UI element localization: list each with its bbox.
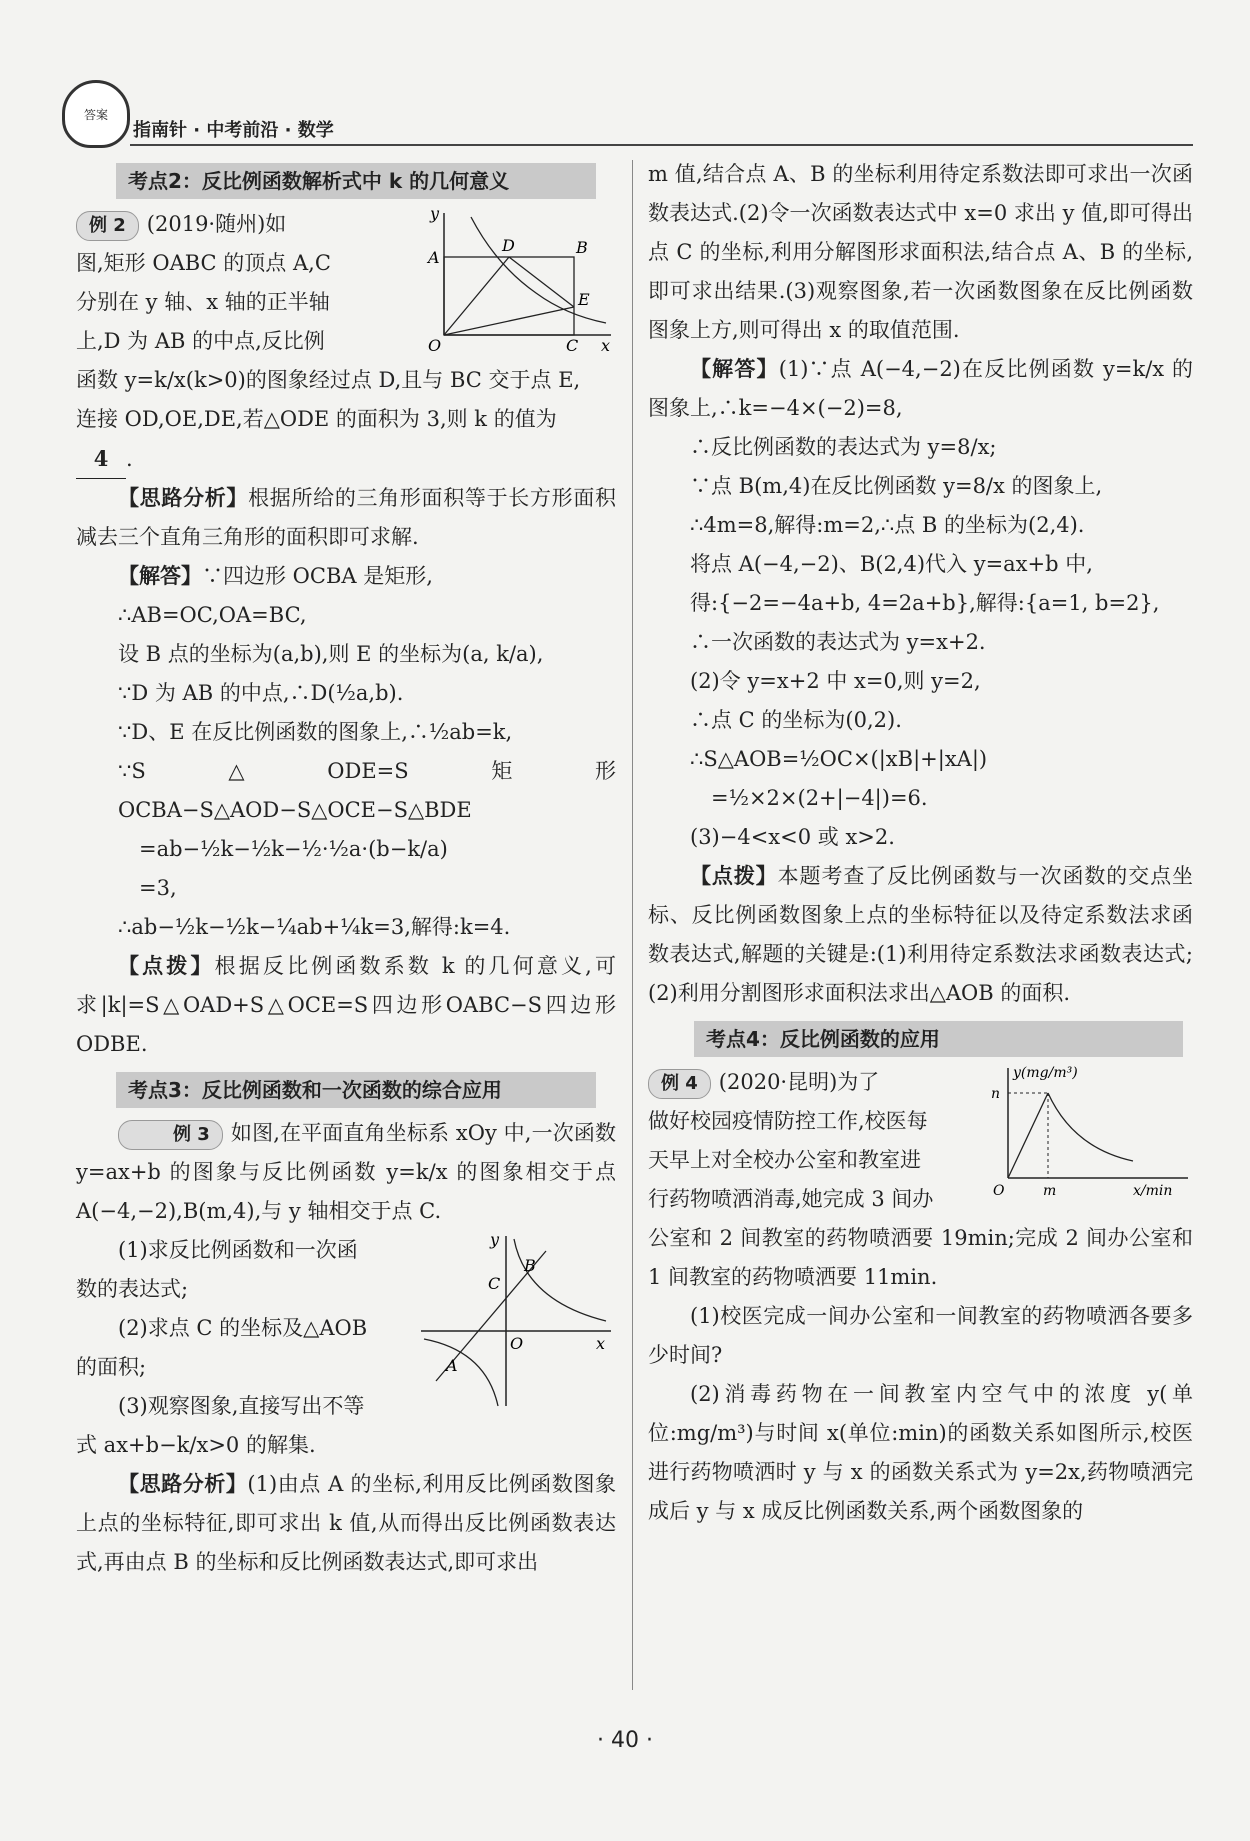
column-divider (632, 160, 633, 1690)
fig1-label-e: E (578, 290, 590, 309)
r-solution-6: 得:{−2=−4a+b, 4=2a+b},解得:{a=1, b=2}, (690, 591, 1160, 615)
example-2-line-6: 连接 OD,OE,DE,若△ODE 的面积为 3,则 k 的值为 (76, 407, 557, 431)
example-4-line-2: 做好校园疫情防控工作,校医每 (648, 1109, 928, 1133)
r-solution-12: (3)−4<x<0 或 x>2. (690, 825, 895, 849)
r-solution-5: 将点 A(−4,−2)、B(2,4)代入 y=ax+b 中, (690, 552, 1093, 576)
fig1-label-x: x (601, 336, 611, 355)
example-2-line-4: 上,D 为 AB 的中点,反比例 (76, 329, 325, 353)
fig3-label-y: y(mg/m³) (1013, 1065, 1078, 1081)
r-solution-10: ∴S△AOB=½OC×(|xB|+|xA|) (690, 747, 988, 771)
solution-line-7: =ab−½k−½k−½·½a·(b−k/a) (139, 837, 448, 861)
example-3-q2b: 的面积; (76, 1355, 147, 1379)
topic-4-heading: 考点4：反比例函数的应用 (694, 1021, 1183, 1057)
left-column (76, 155, 616, 1582)
example-3-tip: 【点拨】本题考查了反比例函数与一次函数的交点坐标、反比例函数图象上点的坐标特征以及待定系数法求函数表达式,解题的关键是:(1)利用待定系数法求函数表达式;(2)利用分割图形求面积法求出△AOB 的面积. (648, 864, 1194, 1005)
logo: 答案 (62, 80, 130, 148)
topic-3-heading: 考点3：反比例函数和一次函数的综合应用 (116, 1072, 596, 1108)
fig1-label-o: O (428, 336, 442, 355)
example-4-q2: (2)消毒药物在一间教室内空气中的浓度 y(单位:mg/m³)与时间 x(单位:min)的函数关系如图所示,校医进行药物喷洒时 y 与 x 的函数关系式为 y=2x,药物喷洒完成后 y 与 x 成反比例函数关系,两个函数图象的 (648, 1382, 1193, 1523)
header-rule (130, 144, 1193, 146)
example-2-tag: 例 2 (76, 211, 139, 241)
example-3-solution-head: 【解答】(1)∵点 A(−4,−2)在反比例函数 y=k/x 的图象上,∴k=−4×(−2)=8, (648, 357, 1194, 420)
example-3-q3b: 式 ax+b−k/x>0 的解集. (76, 1433, 316, 1457)
page-number: · 40 · (597, 1728, 653, 1753)
r-solution-11: =½×2×(2+|−4|)=6. (711, 786, 928, 810)
solution-line-5: ∵D、E 在反比例函数的图象上,∴½ab=k, (118, 720, 513, 744)
example-2-tip: 【点拨】根据反比例函数系数 k 的几何意义,可求|k|=S△OAD+S△OCE=S四边形OABC−S四边形ODBE. (76, 954, 617, 1056)
example-4-line-4: 行药物喷洒消毒,她完成 3 间办 (648, 1187, 934, 1211)
r-solution-2: ∴反比例函数的表达式为 y=8/x; (690, 435, 997, 459)
example-3-q1: (1)求反比例函数和一次函 (118, 1238, 358, 1262)
fig2-label-y: y (490, 1231, 500, 1249)
fig1-label-b: B (576, 238, 588, 257)
solution-line-4: ∵D 为 AB 的中点,∴D(½a,b). (118, 681, 404, 705)
fig3-label-x: x/min (1133, 1183, 1173, 1199)
example-2-answer: 4 (76, 439, 126, 479)
header-title: 指南针 · 中考前沿 · 数学 (133, 120, 334, 141)
fig1-label-d: D (502, 236, 515, 255)
solution-line-6: ∵S△ODE=S矩形OCBA−S△AOD−S△OCE−S△BDE (118, 759, 616, 822)
example-3-tag: 例 3 (118, 1120, 223, 1150)
r-solution-9: ∴点 C 的坐标为(0,2). (690, 708, 902, 732)
example-3-q3: (3)观察图象,直接写出不等 (118, 1394, 365, 1418)
fig1-label-c: C (566, 336, 579, 355)
example-3-q2: (2)求点 C 的坐标及△AOB (118, 1316, 368, 1340)
example-2-solution-head: 【解答】∵四边形 OCBA 是矩形, (118, 564, 433, 588)
example-2-analysis: 【思路分析】根据所给的三角形面积等于长方形面积减去三个直角三角形的面积即可求解. (76, 486, 617, 549)
figure-concentration-graph (983, 1063, 1193, 1213)
r-solution-8: (2)令 y=x+2 中 x=0,则 y=2, (690, 669, 981, 693)
r-solution-4: ∴4m=8,解得:m=2,∴点 B 的坐标为(2,4). (690, 513, 1085, 537)
right-column (648, 155, 1193, 1531)
example-2-line-1: 例 2 (2019·随州)如 (76, 205, 616, 244)
example-2-line-2: 图,矩形 OABC 的顶点 A,C (76, 251, 331, 275)
example-3-analysis: 【思路分析】(1)由点 A 的坐标,利用反比例函数图象上点的坐标特征,即可求出 k 值,从而得出反比例函数表达式,再由点 B 的坐标和反比例函数表达式,即可求出 (76, 1472, 617, 1574)
solution-line-8: =3, (139, 876, 177, 900)
figure-rectangle-oabc (416, 205, 616, 355)
fig3-label-n: n (991, 1086, 1001, 1102)
fig3-label-o: O (993, 1183, 1005, 1199)
example-4-line-1: 例 4 (2020·昆明)为了 (648, 1063, 1193, 1102)
figure-line-hyperbola (416, 1231, 616, 1411)
fig2-label-o: O (510, 1334, 524, 1353)
example-4-line-3: 天早上对全校办公室和教室进 (648, 1148, 921, 1172)
topic-2-heading: 考点2：反比例函数解析式中 k 的几何意义 (116, 163, 596, 199)
example-4-line-5: 公室和 2 间教室的药物喷洒要 19min;完成 2 间办公室和 1 间教室的药物喷洒要 11min. (648, 1226, 1193, 1289)
example-2-line-3: 分别在 y 轴、x 轴的正半轴 (76, 290, 330, 314)
solution-line-3: 设 B 点的坐标为(a,b),则 E 的坐标为(a, k/a), (118, 642, 544, 666)
solution-line-9: ∴ab−½k−½k−¼ab+¼k=3,解得:k=4. (118, 915, 511, 939)
example-3-analysis-cont: m 值,结合点 A、B 的坐标利用待定系数法即可求出一次函数表达式.(2)令一次函数表达式中 x=0 求出 y 值,即可得出点 C 的坐标,利用分解图形求面积法,结合点 A、B 的坐标,即可求出结果.(3)观察图象,若一次函数图象在反比例函数图象上方,则可得出 x 的取值范围. (648, 162, 1193, 342)
r-solution-3: ∵点 B(m,4)在反比例函数 y=8/x 的图象上, (690, 474, 1103, 498)
solution-line-2: ∴AB=OC,OA=BC, (118, 603, 307, 627)
fig1-label-a: A (428, 248, 440, 267)
example-2-answer-line: 4 . (76, 439, 616, 479)
example-4-q1: (1)校医完成一间办公室和一间教室的药物喷洒各要多少时间? (648, 1304, 1193, 1367)
fig3-label-m: m (1043, 1183, 1057, 1199)
fig2-label-x: x (596, 1334, 606, 1353)
fig2-label-c: C (488, 1274, 501, 1293)
example-3-intro: 例 3 如图,在平面直角坐标系 xOy 中,一次函数 y=ax+b 的图象与反比例函数 y=k/x 的图象相交于点 A(−4,−2),B(m,4),与 y 轴相交于点 C. (76, 1121, 616, 1223)
r-solution-7: ∴一次函数的表达式为 y=x+2. (690, 630, 986, 654)
example-2-line-5: 函数 y=k/x(k>0)的图象经过点 D,且与 BC 交于点 E, (76, 368, 581, 392)
example-3-q1b: 数的表达式; (76, 1277, 189, 1301)
fig2-label-b: B (524, 1256, 536, 1275)
fig1-label-y: y (430, 205, 440, 223)
example-4-tag: 例 4 (648, 1069, 711, 1099)
fig2-label-a: A (446, 1356, 458, 1375)
